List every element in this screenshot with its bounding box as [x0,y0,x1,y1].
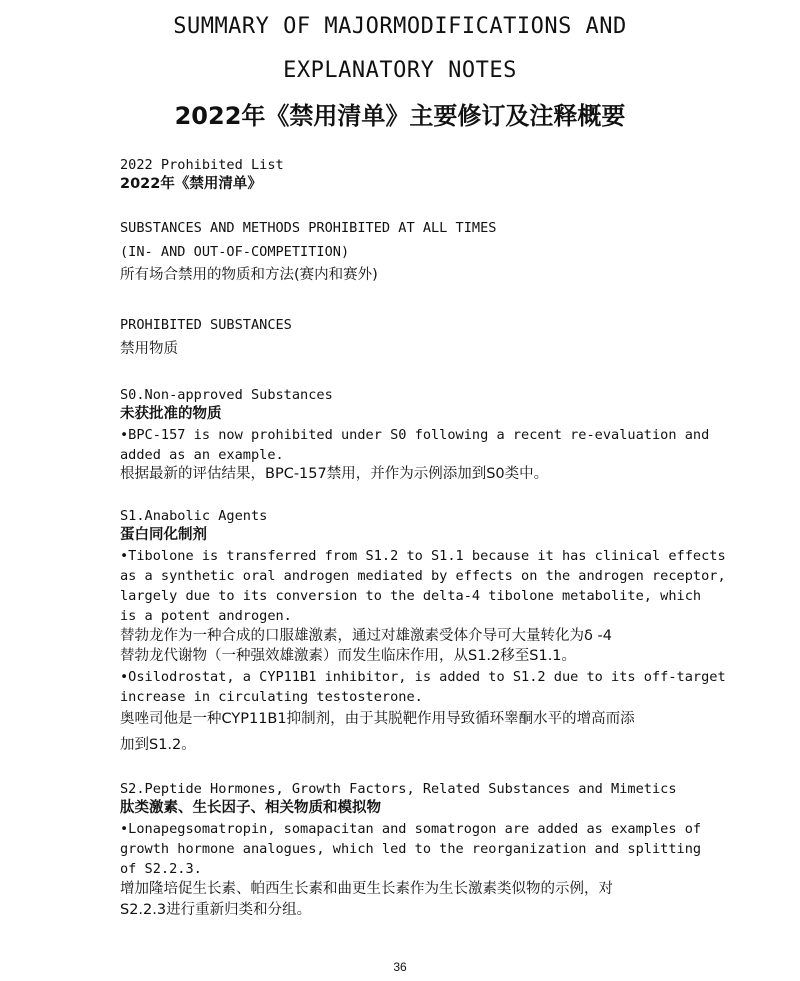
document-title-line-1: SUMMARY OF MAJORMODIFICATIONS AND [173,14,627,39]
s2-heading-en: S2.Peptide Hormones, Growth Factors, Related Substances and Mimetics [120,781,677,797]
s0-heading-zh: 未获批准的物质 [120,406,222,422]
s1-tibolone-en-line-1: •Tibolone is transferred from S1.2 to S1.1 because it has clinical effects [120,548,726,564]
page-number: 36 [393,960,407,974]
s0-note-en-line-1: •BPC-157 is now prohibited under S0 following a recent re-evaluation and [120,427,710,443]
scope-heading-en-line-2: (IN- AND OUT-OF-COMPETITION) [120,244,350,260]
s2-note-en-line-2: growth hormone analogues, which led to the reorganization and splitting [120,841,702,857]
prohibited-substances-heading-zh: 禁用物质 [120,341,178,357]
s1-osilodrostat-en-line-1: •Osilodrostat, a CYP11B1 inhibitor, is added to S1.2 due to its off-target [120,669,726,685]
s1-tibolone-en-line-2: as a synthetic oral androgen mediated by effects on the androgen receptor, [120,568,726,584]
list-heading-en: 2022 Prohibited List [120,157,284,173]
s2-note-en-line-3: of S2.2.3. [120,861,202,877]
s1-heading-en: S1.Anabolic Agents [120,508,268,524]
s2-note-zh-line-2: S2.2.3进行重新归类和分组。 [120,902,312,918]
scope-heading-en-line-1: SUBSTANCES AND METHODS PROHIBITED AT ALL TIMES [120,220,497,236]
document-title-line-2: EXPLANATORY NOTES [283,58,517,83]
s2-note-zh-line-1: 增加隆培促生长素、帕西生长素和曲更生长素作为生长激素类似物的示例，对 [120,881,613,897]
prohibited-substances-heading-en: PROHIBITED SUBSTANCES [120,317,292,333]
s2-heading-zh: 肽类激素、生长因子、相关物质和模拟物 [120,800,381,816]
s1-osilodrostat-en-line-2: increase in circulating testosterone. [120,689,423,705]
s1-tibolone-zh-line-2: 替勃龙代谢物（一种强效雄激素）而发生临床作用，从S1.2移至S1.1。 [120,648,577,664]
s0-note-zh: 根据最新的评估结果，BPC-157禁用，并作为示例添加到S0类中。 [120,466,549,482]
s1-heading-zh: 蛋白同化制剂 [120,527,207,543]
s0-heading-en: S0.Non-approved Substances [120,387,333,403]
s2-note-en-line-1: •Lonapegsomatropin, somapacitan and somatrogon are added as examples of [120,821,702,837]
scope-heading-zh: 所有场合禁用的物质和方法(赛内和赛外) [120,267,378,283]
s0-note-en-line-2: added as an example. [120,447,284,463]
s1-tibolone-en-line-4: is a potent androgen. [120,608,292,624]
s1-tibolone-en-line-3: largely due to its conversion to the delta-4 tibolone metabolite, which [120,588,702,604]
document-title-chinese: 2022年《禁用清单》主要修订及注释概要 [174,102,626,130]
list-heading-zh: 2022年《禁用清单》 [120,176,262,192]
s1-tibolone-zh-line-1: 替勃龙作为一种合成的口服雄激素，通过对雄激素受体介导可大量转化为δ -4 [120,628,612,644]
s1-osilodrostat-zh-line-1: 奥唑司他是一种CYP11B1抑制剂，由于其脱靶作用导致循环睾酮水平的增高而添 [120,711,635,727]
s1-osilodrostat-zh-line-2: 加到S1.2。 [120,737,196,753]
